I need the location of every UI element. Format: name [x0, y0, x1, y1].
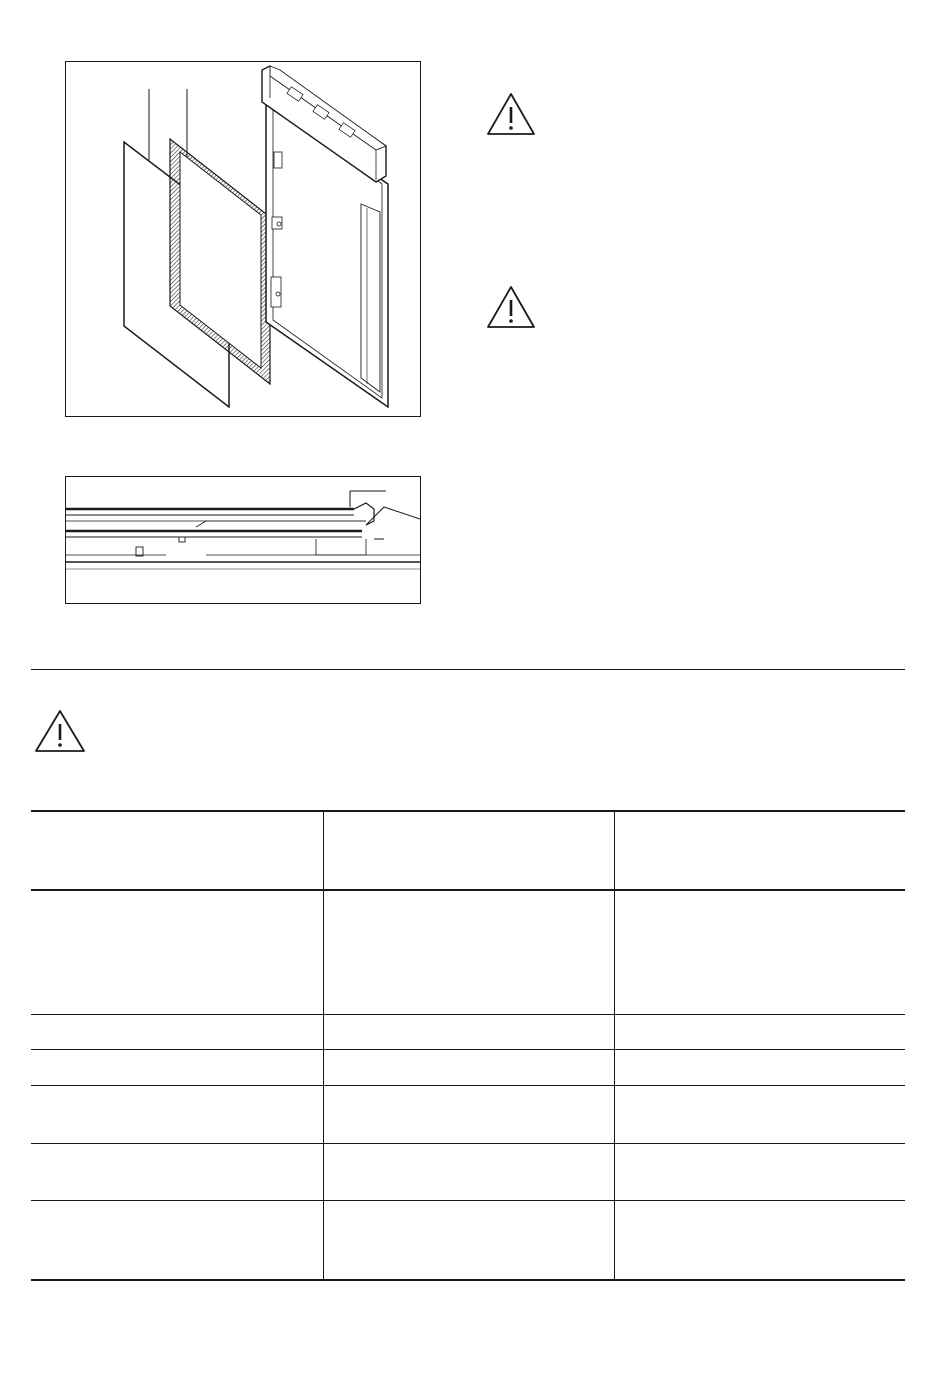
table-top-border — [31, 810, 905, 812]
warning-triangle-icon — [34, 709, 86, 753]
table-row-border — [31, 1049, 905, 1050]
table-bottom-border — [31, 1279, 905, 1281]
door-section-drawing — [66, 477, 420, 603]
table-row-border — [31, 1014, 905, 1015]
table-column-divider — [614, 811, 615, 1280]
table-row-border — [31, 1200, 905, 1201]
figure-door-exploded — [65, 61, 421, 417]
table-row-border — [31, 1143, 905, 1144]
figure-door-section — [65, 476, 421, 604]
section-divider — [31, 669, 905, 670]
table-row-border — [31, 1085, 905, 1086]
door-exploded-drawing — [66, 62, 420, 416]
warning-triangle-icon — [486, 285, 536, 329]
table-header-border — [31, 889, 905, 891]
warning-triangle-icon — [486, 92, 536, 136]
table-column-divider — [323, 811, 324, 1280]
